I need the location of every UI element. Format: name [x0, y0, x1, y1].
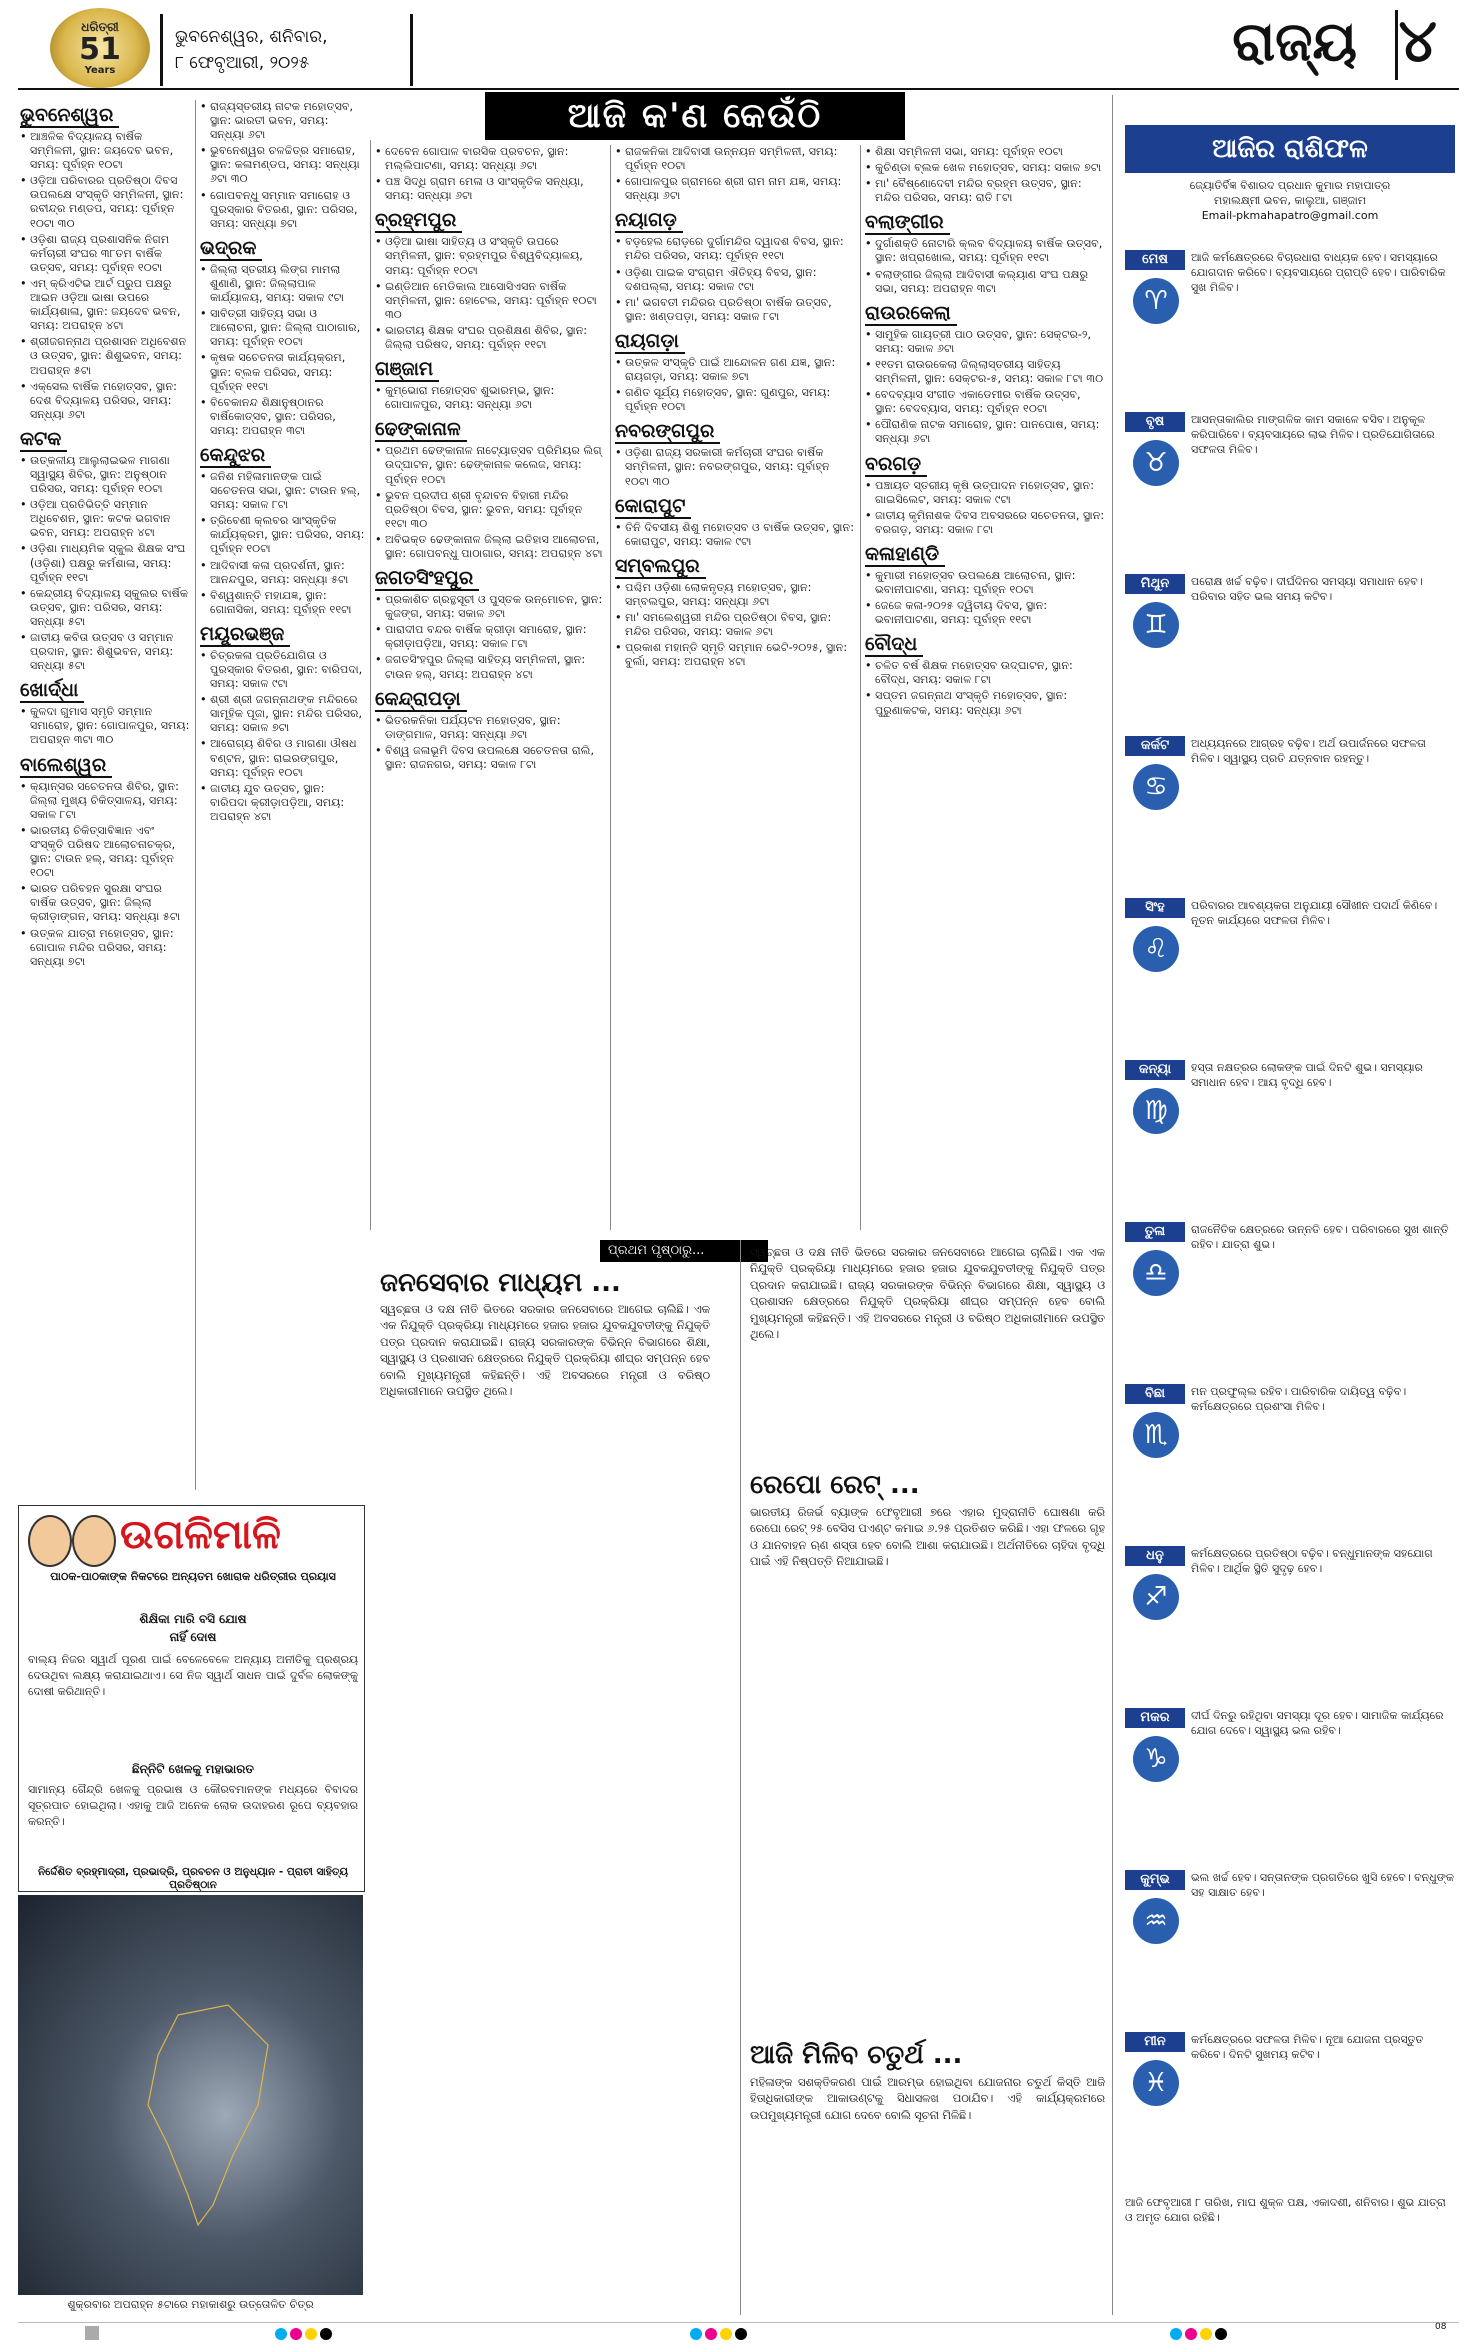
article2-headline: ରେପୋ ରେଟ୍ ... — [750, 1470, 920, 1500]
event-item: • ବେଦବ୍ୟାସ ସଂଗୀତ ଏକାଡେମୀର ବାର୍ଷିକ ଉତ୍ସବ, ସ୍ଥାନ: ବେଦବ୍ୟାସ, ସମୟ: ପୂର୍ବାହ୍ନ ୧୦ଟା — [865, 388, 1105, 416]
astrologer-name: ଜ୍ୟୋତିର୍ବିଜ୍ଞ ବିଶାରଦ ପ୍ରଧାନ କୁମାର ମହାପାତ୍ର — [1189, 179, 1391, 192]
yellow-dot-icon — [1200, 2328, 1212, 2340]
rashi-text: କର୍ମକ୍ଷେତ୍ରରେ ପ୍ରତିଷ୍ଠା ବଢ଼ିବ। ବନ୍ଧୁମାନଙ୍କ ସହଯୋଗ ମିଳିବ। ଆର୍ଥିକ ସ୍ଥିତି ସୁଦୃଢ଼ ହେବ। — [1191, 1547, 1433, 1575]
event-item: • ଉତ୍କଳୀୟ ଆଲୁଲାଇଭଳ ମାଗଣା ସ୍ୱାସ୍ଥ୍ୟ ଶିବିର, ସ୍ଥାନ: ଅନୁଷ୍ଠାନ ପରିସର, ସମୟ: ପୂର୍ବାହ୍ନ ୧୦ଟା — [20, 454, 190, 496]
event-item: • ପୌରାଣିକ ନାଟକ ସମାରୋହ, ସ୍ଥାନ: ପାନପୋଷ, ସମୟ: ସନ୍ଧ୍ୟା ୬ଟା — [865, 418, 1105, 446]
column-rule — [195, 100, 196, 1490]
rashi-name: ମୀନ — [1125, 2032, 1185, 2052]
event-item: • ଭାରତ ପରିବହନ ସୁରକ୍ଷା ସଂଘର ବାର୍ଷିକ ଉତ୍ସବ, ସ୍ଥାନ: ଜିଲ୍ଲା କ୍ରୀଡ଼ାଙ୍ଗନ, ସମୟ: ସନ୍ଧ୍ୟା ୫ଟା — [20, 882, 190, 924]
event-item: • ଉତ୍କଳ ଯାତ୍ରା ମହୋତ୍ସବ, ସ୍ଥାନ: ଗୋପାଳ ମନ୍ଦିର ପରିସର, ସମୟ: ସନ୍ଧ୍ୟା ୭ଟା — [20, 927, 190, 969]
district-heading: ଜଗତସିଂହପୁର — [375, 567, 479, 591]
event-item: • ବଲାଙ୍ଗୀର ଜିଲ୍ଲା ଆଦିବାସୀ କଲ୍ୟାଣ ସଂଘ ପକ୍ଷରୁ ସଭା, ସମୟ: ଅପରାହ୍ନ ୩ଟା — [865, 268, 1105, 296]
rashi-item — [1125, 1706, 1455, 1846]
magenta-dot-icon — [290, 2328, 302, 2340]
event-item: • ଚଳିତ ବର୍ଷ ଶିକ୍ଷକ ମହୋତ୍ସବ ଉଦ୍‌ଘାଟନ, ସ୍ଥାନ: ବୌଦ୍ଧ, ସମୟ: ସକାଳ ୮ଟା — [865, 659, 1105, 687]
logo-number: 51 — [79, 32, 121, 67]
event-item: • ଗୋପବନ୍ଧୁ ସମ୍ମାନ ସମାରୋହ ଓ ପୁରସ୍କାର ବିତରଣ, ସ୍ଥାନ: ପରିସର, ସମୟ: ସନ୍ଧ୍ୟା ୭ଟା — [200, 189, 365, 231]
event-item: • କେନ୍ଦ୍ରୀୟ ବିଦ୍ୟାଳୟ ସ୍କୁଲର ବାର୍ଷିକ ଉତ୍ସବ, ସ୍ଥାନ: ପରିସର, ସମୟ: ସନ୍ଧ୍ୟା ୫ଟା — [20, 587, 190, 629]
event-item: • ଏମ୍ କ୍ରିଏଟିଭ ଆର୍ଟ ପ୍ରୁପ ପକ୍ଷରୁ ଆଇନ ଓଡ଼ିଆ ଭାଷା ଉପରେ କାର୍ଯ୍ୟଶାଳା, ସ୍ଥାନ: ଜୟଦେବ ଭବନ, ସମୟ: ଅପରାହ୍ନ ୪ଟା — [20, 277, 190, 333]
masthead-rule — [18, 88, 1459, 90]
continued-from-front-label: ପ୍ରଥମ ପୃଷ୍ଠାରୁ... — [600, 1240, 768, 1262]
district-heading: ବୌଦ୍ଧ — [865, 633, 923, 657]
event-item: • ପ୍ରକାଶ ମହାନ୍ତି ସ୍ମୃତି ସମ୍ମାନ ଭେଟି-୨୦୨୫, ସ୍ଥାନ: ବୁର୍ଲା, ସମୟ: ଅପରାହ୍ନ ୪ଟା — [615, 641, 855, 669]
event-item: • ପଶ୍ଚିମ ଓଡ଼ିଶା ଲୋକନୃତ୍ୟ ମହୋତ୍ସବ, ସ୍ଥାନ: ସମ୍ବଲପୁର, ସମୟ: ସନ୍ଧ୍ୟା ୬ଟା — [615, 581, 855, 609]
rashiphala-title: ଆଜିର ରାଶିଫଳ — [1125, 125, 1455, 173]
event-item: • ଆରୋଗ୍ୟ ଶିବିର ଓ ମାଗଣା ଔଷଧ ବଣ୍ଟନ, ସ୍ଥାନ: ରାଇରଙ୍ଗପୁର, ସମୟ: ପୂର୍ବାହ୍ନ ୧୦ଟା — [200, 737, 365, 779]
event-item: • ଦେବେନ ଗୋପାଳ ବାରସିକ ପ୍ରବଚନ, ସ୍ଥାନ: ମଲ୍ଲିପାଟଣା, ସମୟ: ସନ୍ଧ୍ୟା ୬ଟା — [375, 145, 605, 173]
zodiac-icon: ♒ — [1133, 1898, 1179, 1944]
event-item: • ଏକ୍ସେଲ ବାର୍ଷିକ ମହୋତ୍ସବ, ସ୍ଥାନ: ଦେଶ ବିଦ୍ୟାଳୟ ପରିସର, ସମୟ: ସନ୍ଧ୍ୟା ୬ଟା — [20, 380, 190, 422]
event-item: • ଭୁବନେଶ୍ୱର ଚଳଚ୍ଚିତ୍ର ସମାରୋହ, ସ୍ଥାନ: କଳାମଣ୍ଡପ, ସମୟ: ସନ୍ଧ୍ୟା ୬ଟା ୩୦ — [200, 144, 365, 186]
event-item: • ଗୋପାଳପୁର ଗ୍ରାମରେ ଶ୍ରୀ ରାମ ନାମ ଯଜ୍ଞ, ସମୟ: ସନ୍ଧ୍ୟା ୬ଟା — [615, 175, 855, 203]
event-item: • ଭିତରକନିକା ପର୍ଯ୍ୟଟନ ମହୋତ୍ସବ, ସ୍ଥାନ: ଡାଙ୍ଗମାଳ, ସମୟ: ସନ୍ଧ୍ୟା ୬ଟା — [375, 714, 605, 742]
district-heading: କେନ୍ଦ୍ରାପଡ଼ା — [375, 688, 467, 712]
event-item: • ଓଡ଼ିଶା ପାଇକ ସଂଗ୍ରାମ ଐତିହ୍ୟ ବିବସ, ସ୍ଥାନ: ଦଶପଲ୍ଲା, ସମୟ: ସକାଳ ୯ଟା — [615, 266, 855, 294]
rashi-text: ମନ ପ୍ରଫୁଲ୍ଲ ରହିବ। ପାରିବାରିକ ଦାୟିତ୍ୱ ବଢ଼ିବ। କର୍ମକ୍ଷେତ୍ରରେ ପ୍ରଶଂସା ମିଳିବ। — [1191, 1385, 1407, 1413]
event-item: • ଜିଲ୍ଲା ସ୍ତରୀୟ ଲିଙ୍ଗ ମାମଲା ଶୁଣାଣି, ସ୍ଥାନ: ଜିଲ୍ଲାପାଳ କାର୍ଯ୍ୟାଳୟ, ସମୟ: ସକାଳ ୯ଟା — [200, 263, 365, 305]
district-heading: କେନ୍ଦୁଝର — [200, 444, 271, 468]
district-heading: ବରଗଡ଼ — [865, 453, 927, 477]
event-item: • ଓଡ଼ିଆ ଭାଷା ସାହିତ୍ୟ ଓ ସଂସ୍କୃତି ଉପରେ ସମ୍ମିଳନୀ, ସ୍ଥାନ: ବ୍ରହ୍ମପୁର ବିଶ୍ୱବିଦ୍ୟାଳୟ, ସମୟ: ପୂର୍ବାହ୍ନ ୧୦ଟା — [375, 235, 605, 277]
grey-swatch-icon — [85, 2326, 99, 2340]
rashi-item — [1125, 1220, 1455, 1360]
event-item: • ଜନିଶ ମହିଳାମାନଙ୍କ ପାଇଁ ସଚେତନତା ସଭା, ସ୍ଥାନ: ଟାଉନ ହଲ୍, ସମୟ: ସକାଳ ୮ଟା — [200, 470, 365, 512]
event-item: • ବିଶ୍ୱ ଜଳାଭୂମି ଦିବସ ଉପଲକ୍ଷେ ସଚେତନତା ରାଲି, ସ୍ଥାନ: ରାଜନଗର, ସମୟ: ସକାଳ ୮ଟା — [375, 744, 605, 772]
event-item: • ଆଦିବାସୀ କଳା ପ୍ରଦର୍ଶନୀ, ସ୍ଥାନ: ଆନନ୍ଦପୁର, ସମୟ: ସନ୍ଧ୍ୟା ୫ଟା — [200, 559, 365, 587]
event-item: • କୃଷକ ସଚେତନତା କାର୍ଯ୍ୟକ୍ରମ, ସ୍ଥାନ: ବ୍ଲକ ପରିସର, ସମୟ: ପୂର୍ବାହ୍ନ ୧୧ଟା — [200, 351, 365, 393]
event-item: • ଚିତ୍ରକଳା ପ୍ରତିଯୋଗିତା ଓ ପୁରସ୍କାର ବିତରଣ, ସ୍ଥାନ: ବାରିପଦା, ସମୟ: ସକାଳ ୯ଟା — [200, 649, 365, 691]
district-heading: ଗଞ୍ଜାମ — [375, 358, 439, 382]
masthead-logo — [50, 8, 150, 88]
event-item: • ତିନି ଦିବସୀୟ ଶିଶୁ ମହୋତ୍ସବ ଓ ବାର୍ଷିକ ଉତ୍ସବ, ସ୍ଥାନ: କୋରାପୁଟ, ସମୟ: ସକାଳ ୯ଟା — [615, 521, 855, 549]
rashi-item — [1125, 1868, 1455, 2008]
event-item: • ସାମୁହିକ ଗାୟତ୍ରୀ ପାଠ ଉତ୍ସବ, ସ୍ଥାନ: ସେକ୍ଟର-୨, ସମୟ: ସକାଳ ୬ଟା — [865, 328, 1105, 356]
cartoon-face-right-icon — [72, 1515, 116, 1567]
satellite-caption: ଶୁକ୍ରବାର ଅପରାହ୍ନ ୫ଟାରେ ମହାକାଶରୁ ଉତ୍ତୋଳିତ ଚିତ୍ର — [67, 2298, 314, 2311]
footer-rule — [18, 2322, 1459, 2323]
event-item: • ଭାରତୀୟ ଶିକ୍ଷକ ସଂଘର ପ୍ରଶିକ୍ଷଣ ଶିବିର, ସ୍ଥାନ: ଜିଲ୍ଲା ପରିଷଦ, ସମୟ: ପୂର୍ବାହ୍ନ ୧୧ଟା — [375, 324, 605, 352]
rashi-text: ପରୋକ୍ଷ ଖର୍ଚ୍ଚ ବଢ଼ିବ। ଦୀର୍ଘଦିନର ସମସ୍ୟା ସମାଧାନ ହେବ। ପରିବାର ସହିତ ଭଲ ସମୟ କଟିବ। — [1191, 575, 1423, 603]
article1-headline: ଜନସେବାର ମାଧ୍ୟମ ... — [380, 1268, 621, 1298]
footer-registration-marks — [85, 2325, 99, 2344]
event-item: • ଦୁର୍ଗାଶକ୍ତି ନୋଟାରି କ୍ଲବ ବିଦ୍ୟାଳୟ ବାର୍ଷିକ ଉତ୍ସବ, ସ୍ଥାନ: ଖପ୍ରାଖୋଲ, ସମୟ: ପୂର୍ବାହ୍ନ ୧୧ଟା — [865, 237, 1105, 265]
rashi-item — [1125, 248, 1455, 388]
rashi-text: କର୍ମକ୍ଷେତ୍ରରେ ସଫଳତା ମିଳିବ। ନୂଆ ଯୋଜନା ପ୍ରସ୍ତୁତ କରିବେ। ଦିନଟି ସୁଖମୟ କଟିବ। — [1191, 2033, 1424, 2061]
district-heading: ଭଦ୍ରକ — [200, 237, 262, 261]
cartoon-body1: ବାଲ୍ୟ ନିଜର ସ୍ୱାର୍ଥ ପୂରଣ ପାଇଁ ବେଳେବେଳେ ଅନ୍ୟାୟ ଅନୀତିକୁ ପ୍ରଶ୍ରୟ ଦେଉଥିବା ଲକ୍ଷ୍ୟ କରାଯାଇଥାଏ। ସେ ନିଜ ସ୍ୱାର୍ଥ ସାଧନ ପାଇଁ ଦୁର୍ବଳ ଲୋକଙ୍କୁ ଦୋଷୀ କରିଥାନ୍ତି। — [28, 1653, 358, 1698]
cartoon-body2: ସାମାନ୍ୟ ଗୈନ୍ଦ୍ରି ଖେଳକୁ ପ୍ରଭାଷ ଓ କୌରବମାନଙ୍କ ମଧ୍ୟରେ ବିବାଦର ସୂତ୍ରପାତ ହୋଇଥିଲା। ଏହାକୁ ଆଜି ଅନେକ ଲୋକ ଉଦାହରଣ ରୂପେ ବ୍ୟବହାର କରନ୍ତି। — [28, 1783, 358, 1828]
events-banner: ଆଜି କ'ଣ କେଉଁଠି — [485, 92, 905, 140]
rashi-text: ଭଲ ଖର୍ଚ୍ଚ ହେବ। ସନ୍ତାନଙ୍କ ପ୍ରଗତିରେ ଖୁସି ହେବେ। ବନ୍ଧୁଙ୍କ ସହ ସାକ୍ଷାତ ହେବ। — [1191, 1871, 1454, 1899]
zodiac-icon: ♈ — [1133, 278, 1179, 324]
district-heading: ନୟାଗଡ଼ — [615, 209, 683, 233]
rashi-text: ରାଜନୈତିକ କ୍ଷେତ୍ରରେ ଉନ୍ନତି ହେବ। ପରିବାରରେ ସୁଖ ଶାନ୍ତି ରହିବ। ଯାତ୍ରା ଶୁଭ। — [1191, 1223, 1449, 1251]
event-item: • ମା' ଭଗବତୀ ମନ୍ଦିରର ପ୍ରତିଷ୍ଠା ବାର୍ଷିକ ଉତ୍ସବ, ସ୍ଥାନ: ଖଣ୍ଡପଡ଼ା, ସମୟ: ସକାଳ ୮ଟା — [615, 296, 855, 324]
event-item: • ଜଗତସିଂହପୁର ଜିଲ୍ଲା ସାହିତ୍ୟ ସମ୍ମିଳନୀ, ସ୍ଥାନ: ଟାଉନ ହଲ୍, ସମୟ: ଅପରାହ୍ନ ୪ଟା — [375, 653, 605, 681]
event-item: • ଓଡ଼ିଶା ରାଜ୍ୟ ପ୍ରଶାସନିକ ନିଗମ କର୍ମଚାରୀ ସଂଘର ୩୮ତମ ବାର୍ଷିକ ଉତ୍ସବ, ସମୟ: ପୂର୍ବାହ୍ନ ୧୦ଟା — [20, 233, 190, 275]
district-heading: କୋରାପୁଟ — [615, 495, 691, 519]
rashi-name: କୁମ୍ଭ — [1125, 1870, 1185, 1890]
cartoon-heading3: ଛିନ୍ନିଟି ଖେଳକୁ ମହାଭାରତ — [132, 1762, 254, 1776]
district-heading: ବାଲେଶ୍ୱର — [20, 754, 112, 778]
dateline-place: ଭୁବନେଶ୍ୱର, ଶନିବାର, — [175, 27, 328, 47]
district-heading: କଳାହାଣ୍ଡି — [865, 543, 945, 567]
event-item: • ଓଡ଼ିଶା ରାଜ୍ୟ ସରକାରୀ କର୍ମଚାରୀ ସଂଘର ବାର୍ଷିକ ସମ୍ମିଳନୀ, ସ୍ଥାନ: ନବରଙ୍ଗପୁର, ସମୟ: ପୂର୍ବାହ୍ନ ୧୦ଟା ୩୦ — [615, 446, 855, 488]
rashi-item — [1125, 1544, 1455, 1684]
footer-color-bar-3 — [1170, 2325, 1230, 2344]
logo-years: Years — [84, 65, 116, 76]
rashi-text: ଅଧ୍ୟୟନରେ ଆଗ୍ରହ ବଢ଼ିବ। ଅର୍ଥ ଉପାର୍ଜନରେ ସଫଳତା ମିଳିବ। ସ୍ୱାସ୍ଥ୍ୟ ପ୍ରତି ଯତ୍ନବାନ ରହନ୍ତୁ। — [1191, 737, 1426, 765]
column-rule — [860, 145, 861, 1230]
article1-body: ସ୍ୱଚ୍ଛତା ଓ ଦକ୍ଷ ନୀତି ଭିତରେ ସରକାର ଜନସେବାରେ ଆଗେଇ ଚାଲିଛି। ଏକ ଏକ ନିଯୁକ୍ତି ପ୍ରକ୍ରିୟା ମାଧ୍ୟମରେ ହଜାର ହଜାର ଯୁବକଯୁବତୀଙ୍କୁ ନିଯୁକ୍ତି ପତ୍ର ପ୍ରଦାନ କରାଯାଇଛି। ରାଜ୍ୟ ସରକାରଙ୍କ ବିଭିନ୍ନ ବିଭାଗରେ ଶିକ୍ଷା, ସ୍ୱାସ୍ଥ୍ୟ ଓ ପ୍ରଶାସନ କ୍ଷେତ୍ରରେ ନିଯୁକ୍ତି ପ୍ରକ୍ରିୟା ଶୀଘ୍ର ସମ୍ପନ୍ନ ହେବ ବୋଲି ମୁଖ୍ୟମନ୍ତ୍ରୀ କହିଛନ୍ତି। ଏହି ଅବସରରେ ମନ୍ତ୍ରୀ ଓ ବରିଷ୍ଠ ଅଧିକାରୀମାନେ ଉପସ୍ଥିତ ଥିଲେ। — [380, 1303, 710, 1399]
magenta-dot-icon — [1185, 2328, 1197, 2340]
article2-body: ଭାରତୀୟ ରିଜର୍ଭ ବ୍ୟାଙ୍କ ଫେବୃଆରୀ ୭ରେ ଏହାର ମୁଦ୍ରାନୀତି ଘୋଷଣା କରି ରେପୋ ରେଟ୍ ୨୫ ବେସିସ ପଏଣ୍ଟ କମାଇ ୬.୨୫ ପ୍ରତିଶତ କରିଛି। ଏହା ଫଳରେ ଗୃହ ଓ ଯାନବାହନ ଋଣ ଶସ୍ତା ହେବ ବୋଲି ଆଶା କରାଯାଉଛି। ଅର୍ଥନୀତିରେ ଚାହିଦା ବୃଦ୍ଧି ପାଇଁ ଏହି ନିଷ୍ପତ୍ତି ନିଆଯାଇଛି। — [750, 1506, 1105, 1569]
event-item: • ବିଶ୍ୱଶାନ୍ତି ମହାଯଜ୍ଞ, ସ୍ଥାନ: ଗୋନାସିକା, ସମୟ: ପୂର୍ବାହ୍ନ ୧୧ଟା — [200, 589, 365, 617]
rashi-item — [1125, 410, 1455, 550]
black-dot-icon — [1215, 2328, 1227, 2340]
cyan-dot-icon — [275, 2328, 287, 2340]
cartoon-title: ଉଗଳିମାଳି — [120, 1512, 281, 1558]
india-outline-icon — [148, 2005, 268, 2225]
events-column-1 — [20, 100, 190, 1490]
event-item: • ଅବିଭକ୍ତ ଢେଙ୍କାନାଳ ଜିଲ୍ଲା ଇତିହାସ ଆଲୋଚନା, ସ୍ଥାନ: ଗୋପବନ୍ଧୁ ପାଠାଗାର, ସମୟ: ଅପରାହ୍ନ ୪ଟା — [375, 533, 605, 561]
black-dot-icon — [320, 2328, 332, 2340]
zodiac-icon: ♑ — [1133, 1736, 1179, 1782]
events-column-3 — [375, 145, 605, 1230]
event-item: • ପ୍ରଥମ ଢେଙ୍କାନାଳ ନାଟ୍ୟୋତ୍ସବ ପ୍ରିମିୟର ଲିଗ୍ ଉଦ୍‌ଘାଟନ, ସ୍ଥାନ: ଢେଙ୍କାନାଳ କଲେଜ, ସମୟ: ପୂର୍ବାହ୍ନ ୧୦ଟା — [375, 444, 605, 486]
cartoon-face-left-icon — [28, 1515, 72, 1567]
cartoon-credit: ନିର୍ଦ୍ଦେଶିତ ବ୍ରହ୍ମାଦ୍ରୀ, ପ୍ରଭାଦ୍ରି, ପ୍ରବଚନ ଓ ଅନୁଧ୍ୟାନ - ପ୍ରାଚୀ ସାହିତ୍ୟ ପ୍ରତିଷ୍ଠାନ — [37, 1866, 349, 1891]
logo-name: ଧରିତ୍ରୀ — [81, 20, 119, 34]
event-item: • ଇଣ୍ଡିଆନ ମେଡିକାଲ ଆସୋସିଏସନ ବାର୍ଷିକ ସମ୍ମିଳନୀ, ସ୍ଥାନ: ହୋଟେଲ, ସମୟ: ପୂର୍ବାହ୍ନ ୧୦ଟା ୩୦ — [375, 280, 605, 322]
astrologer-info — [1125, 178, 1455, 223]
event-item: • ୧୧ତମ ରାଉରକେଲା ଜିଲ୍ଲାସ୍ତରୀୟ ସାହିତ୍ୟ ସମ୍ମିଳନୀ, ସ୍ଥାନ: ସେକ୍ଟର-୫, ସମୟ: ସକାଳ ୮ଟା ୩୦ — [865, 358, 1105, 386]
event-item: • ଭୁବନ ପ୍ରଦୀପ ଶ୍ରୀ ବୃନ୍ଦାବନ ବିହାରୀ ମନ୍ଦିର ପ୍ରତିଷ୍ଠା ବିବସ, ସ୍ଥାନ: ଭୁବନ, ସମୟ: ପୂର୍ବାହ୍ନ ୧୧ଟା ୩୦ — [375, 489, 605, 531]
rashi-item — [1125, 1382, 1455, 1522]
section-title: ରାଜ୍ୟ — [1232, 10, 1357, 73]
yellow-dot-icon — [720, 2328, 732, 2340]
event-item: • ପଞ୍ଚାୟତ ସ୍ତରୀୟ କୃଷି ଉତ୍ପାଦନ ମହୋତ୍ସବ, ସ୍ଥାନ: ଗାଇସିଲେଟ, ସମୟ: ସକାଳ ୯ଟା — [865, 479, 1105, 507]
rashi-name: ଧନୁ — [1125, 1546, 1185, 1566]
event-item: • ପାରାଦୀପ ବନ୍ଦର ବାର୍ଷିକ କ୍ରୀଡ଼ା ସମାରୋହ, ସ୍ଥାନ: କ୍ରୀଡ଼ାପଡ଼ିଆ, ସମୟ: ସକାଳ ୮ଟା — [375, 623, 605, 651]
events-column-4 — [615, 145, 855, 1230]
event-item: • କୁମ୍ଭୋରା ମହୋତ୍ସବ ଶୁଭାରମ୍ଭ, ସ୍ଥାନ: ଗୋପାଳପୁର, ସମୟ: ସନ୍ଧ୍ୟା ୬ଟା — [375, 384, 605, 412]
events-column-2 — [200, 100, 365, 1490]
cyan-dot-icon — [1170, 2328, 1182, 2340]
rashi-name: ବୃଷ — [1125, 412, 1185, 432]
column-rule — [740, 1240, 741, 2315]
panjika-text: ଆଜି ଫେବୃଆରୀ ୮ ତାରିଖ, ମାଘ ଶୁକ୍ଳ ପକ୍ଷ, ଏକାଦଶୀ, ଶନିବାର। ଶୁଭ ଯାତ୍ରା ଓ ଅମୃତ ଯୋଗ ରହିଛି। — [1125, 2196, 1446, 2224]
zodiac-icon: ♌ — [1133, 926, 1179, 972]
rashi-name: ମକର — [1125, 1708, 1185, 1728]
article1-continued: ସ୍ୱଚ୍ଛତା ଓ ଦକ୍ଷ ନୀତି ଭିତରେ ସରକାର ଜନସେବାରେ ଆଗେଇ ଚାଲିଛି। ଏକ ଏକ ନିଯୁକ୍ତି ପ୍ରକ୍ରିୟା ମାଧ୍ୟମରେ ହଜାର ହଜାର ଯୁବକଯୁବତୀଙ୍କୁ ନିଯୁକ୍ତି ପତ୍ର ପ୍ରଦାନ କରାଯାଇଛି। ରାଜ୍ୟ ସରକାରଙ୍କ ବିଭିନ୍ନ ବିଭାଗରେ ଶିକ୍ଷା, ସ୍ୱାସ୍ଥ୍ୟ ଓ ପ୍ରଶାସନ କ୍ଷେତ୍ରରେ ନିଯୁକ୍ତି ପ୍ରକ୍ରିୟା ଶୀଘ୍ର ସମ୍ପନ୍ନ ହେବ ବୋଲି ମୁଖ୍ୟମନ୍ତ୍ରୀ କହିଛନ୍ତି। ଏହି ଅବସରରେ ମନ୍ତ୍ରୀ ଓ ବରିଷ୍ଠ ଅଧିକାରୀମାନେ ଉପସ୍ଥିତ ଥିଲେ। — [750, 1246, 1105, 1342]
rashi-name: ମିଥୁନ — [1125, 574, 1185, 594]
zodiac-icon: ♐ — [1133, 1574, 1179, 1620]
rashi-text: ପରିବାରର ଆବଶ୍ୟକତା ଅନୁଯାୟୀ ସୌଖୀନ ପଦାର୍ଥ କିଣିବେ। ନୂତନ କାର୍ଯ୍ୟରେ ସଫଳତା ମିଳିବ। — [1191, 899, 1438, 927]
district-heading: ମୟୂରଭଞ୍ଜ — [200, 623, 290, 647]
column-rule — [610, 145, 611, 1230]
dateline-date: ୮ ଫେବୃଆରୀ, ୨୦୨୫ — [175, 53, 310, 73]
rashi-item — [1125, 734, 1455, 874]
cyan-dot-icon — [690, 2328, 702, 2340]
rashi-item — [1125, 572, 1455, 712]
event-item: • ରାଜ୍ୟସ୍ତରୀୟ ନାଟକ ମହୋତ୍ସବ, ସ୍ଥାନ: ଭାରତୀ ଭବନ, ସମୟ: ସନ୍ଧ୍ୟା ୬ଟା — [200, 100, 365, 142]
rashi-name: କନ୍ୟା — [1125, 1060, 1185, 1080]
rashi-text: ଆଜି କର୍ମକ୍ଷେତ୍ରରେ ବିଚାରଧାରା ବାଧ୍ୟକ ହେବ। ସମସ୍ୟାରେ ଯୋଗଦାନ କରିବେ। ବ୍ୟବସାୟରେ ପ୍ରାପ୍ତି ହେବ। ପାରିବାରିକ ସୁଖ ମିଳିବ। — [1191, 251, 1446, 294]
masthead-divider — [160, 14, 163, 86]
event-item: • କୁଳଦା ଗୁମାସ ସ୍ମୃତି ସମ୍ମାନ ସମାରୋହ, ସ୍ଥାନ: ଗୋପାଳପୁର, ସମୟ: ଅପରାହ୍ନ ୩ଟା ୩୦ — [20, 705, 190, 747]
rashi-item — [1125, 2030, 1455, 2170]
district-heading: ବଲାଙ୍ଗୀର — [865, 211, 950, 235]
rashi-name: କର୍କଟ — [1125, 736, 1185, 756]
district-heading: ରାୟଗଡ଼ା — [615, 330, 685, 354]
event-item: • ଆଞ୍ଚଳିକ ବିଦ୍ୟାଳୟ ବାର୍ଷିକ ସମ୍ମିଳନୀ, ସ୍ଥାନ: ଜୟଦେବ ଭବନ, ସମୟ: ପୂର୍ବାହ୍ନ ୧୦ଟା — [20, 130, 190, 172]
magenta-dot-icon — [705, 2328, 717, 2340]
zodiac-icon: ♉ — [1133, 440, 1179, 486]
event-item: • ପ୍ରକାଶିତ ଗ୍ରନ୍ଥସୂଚୀ ଓ ପୁସ୍ତକ ଉନ୍ମୋଚନ, ସ୍ଥାନ: କୁଜଙ୍ଗ, ସମୟ: ସକାଳ ୬ଟା — [375, 593, 605, 621]
rashi-text: ଦୀର୍ଘ ଦିନରୁ ରହିଥିବା ସମସ୍ୟା ଦୂର ହେବ। ସାମାଜିକ କାର୍ଯ୍ୟରେ ଯୋଗ ଦେବେ। ସ୍ୱାସ୍ଥ୍ୟ ଭଲ ରହିବ। — [1191, 1709, 1444, 1737]
event-item: • କ୍ୟାନ୍ସର ସଚେତନତା ଶିବିର, ସ୍ଥାନ: ଜିଲ୍ଲା ମୁଖ୍ୟ ଚିକିତ୍ସାଳୟ, ସମୟ: ସକାଳ ୮ଟା — [20, 780, 190, 822]
footer-color-bar-2 — [690, 2325, 750, 2344]
event-item: • ଜାତୀୟ କବିତା ଉତ୍ସବ ଓ ସମ୍ମାନ ପ୍ରଦାନ, ସ୍ଥାନ: ଶିଶୁଭବନ, ସମୟ: ସନ୍ଧ୍ୟା ୫ଟା — [20, 631, 190, 673]
dateline — [175, 24, 405, 76]
page-code: 08 — [1435, 2322, 1447, 2332]
black-dot-icon — [735, 2328, 747, 2340]
rashi-name: ବିଛା — [1125, 1384, 1185, 1404]
event-item: • ମା' ସମଲେଶ୍ୱରୀ ମନ୍ଦିର ପ୍ରତିଷ୍ଠା ବିବସ, ସ୍ଥାନ: ମନ୍ଦିର ପରିସର, ସମୟ: ସକାଳ ୬ଟା — [615, 611, 855, 639]
event-item: • କୁମାରୀ ମହୋତ୍ସବ ଉପଲକ୍ଷେ ଆଲୋଚନା, ସ୍ଥାନ: ଭବାନୀପାଟଣା, ସମୟ: ପୂର୍ବାହ୍ନ ୧୦ଟା — [865, 569, 1105, 597]
event-item: • ଉତ୍କଳ ସଂସ୍କୃତି ପାଇଁ ଆନ୍ଦୋଳନ ଗଣ ଯଜ୍ଞ, ସ୍ଥାନ: ରାୟଗଡ଼ା, ସମୟ: ସକାଳ ୭ଟା — [615, 356, 855, 384]
district-heading: ବ୍ରହ୍ମପୁର — [375, 209, 462, 233]
rashi-name: ତୁଳା — [1125, 1222, 1185, 1242]
event-item: • ଜାତୀୟ କୃମିନାଶକ ଦିବସ ଅବସରରେ ସଚେତନତା, ସ୍ଥାନ: ବରଗଡ଼, ସମୟ: ସକାଳ ୮ଟା — [865, 509, 1105, 537]
zodiac-icon: ♍ — [1133, 1088, 1179, 1134]
page-number: ୪ — [1398, 6, 1437, 76]
events-column-5 — [865, 145, 1105, 1230]
event-item: • ବିବେକାନନ୍ଦ ଶିକ୍ଷାନୁଷ୍ଠାନର ବାର୍ଷିକୋତ୍ସବ, ସ୍ଥାନ: ପରିସର, ସମୟ: ଅପରାହ୍ନ ୩ଟା — [200, 396, 365, 438]
footer-color-bar-1 — [275, 2325, 335, 2344]
zodiac-icon: ♏ — [1133, 1412, 1179, 1458]
cartoon-heading2: ନାହିଁ ଦୋଷ — [169, 1630, 217, 1644]
zodiac-icon: ♋ — [1133, 764, 1179, 810]
district-heading: ନବରଙ୍ଗପୁର — [615, 420, 720, 444]
district-heading: ଢେଙ୍କାନାଳ — [375, 418, 467, 442]
astrologer-email: Email-pkmahapatro@gmail.com — [1201, 209, 1379, 222]
district-heading: ଖୋର୍ଦ୍ଧା — [20, 679, 84, 703]
event-item: • ରାଜକନିକା ଆଦିବାସୀ ଉନ୍ନୟନ ସମ୍ମିଳନୀ, ସମୟ: ପୂର୍ବାହ୍ନ ୧୦ଟା — [615, 145, 855, 173]
event-item: • ବଡ଼ହେଲ ରୋଡ଼ରେ ଦୁର୍ଗାମନ୍ଦିର ଦ୍ୱାଦଶ ବିବସ, ସ୍ଥାନ: ମନ୍ଦିର ପରିସର, ସମୟ: ପୂର୍ବାହ୍ନ ୧୧ଟା — [615, 235, 855, 263]
column-rule — [1112, 95, 1113, 2315]
masthead-divider-right — [410, 14, 413, 86]
zodiac-icon: ♊ — [1133, 602, 1179, 648]
event-item: • ପଞ୍ଚ ସିଦ୍ଧି ଗ୍ରାମ ମେଳା ଓ ସାଂସ୍କୃତିକ ସନ୍ଧ୍ୟା, ସମୟ: ସନ୍ଧ୍ୟା ୬ଟା — [375, 175, 605, 203]
rashi-name: ମେଷ — [1125, 250, 1185, 270]
district-heading: ସମ୍ବଲପୁର — [615, 555, 706, 579]
event-item: • ଜାତୀୟ ଯୁବ ଉତ୍ସବ, ସ୍ଥାନ: ବାରିପଦା କ୍ରୀଡ଼ାପଡ଼ିଆ, ସମୟ: ଅପରାହ୍ନ ୪ଟା — [200, 782, 365, 824]
satellite-map-outline — [18, 1895, 363, 2295]
event-item: • ଭାରତୀୟ ଚିକିତ୍ସାବିଜ୍ଞାନ ଏବଂ ସଂସ୍କୃତି ପରିଷଦ ଆଲୋଚନାଚକ୍ର, ସ୍ଥାନ: ଟାଉନ ହଲ୍, ସମୟ: ପୂର୍ବାହ୍ନ ୧୦ଟା — [20, 824, 190, 880]
rashi-item — [1125, 896, 1455, 1036]
event-item: • ଓଡ଼ିଆ ପରିବାରର ପ୍ରତିଷ୍ଠା ଦିବସ ଉପଲକ୍ଷେ ସଂସ୍କୃତି ସମ୍ମିଳନୀ, ସ୍ଥାନ: ରବୀନ୍ଦ୍ର ମଣ୍ଡପ, ସମୟ: ପୂର୍ବାହ୍ନ ୧୦ଟା ୩୦ — [20, 174, 190, 230]
cartoon-subtitle: ପାଠକ-ପାଠକାଙ୍କ ନିକଟରେ ଅନ୍ୟତମ ଖୋରାକ ଧରିତ୍ରୀର ପ୍ରୟାସ — [50, 1570, 336, 1583]
zodiac-icon: ♎ — [1133, 1250, 1179, 1296]
rashi-text: ଆସନ୍ତାକାଲିର ମାଙ୍ଗଳିକ କାମ ସକାଳେ ବସିବ। ଅନୁକୂଳ କରିପାରିବେ। ବ୍ୟବସାୟରେ ଲାଭ ମିଳିବ। ପ୍ରତିଯୋଗିତାରେ ସଫଳତା ମିଳିବ। — [1191, 413, 1435, 456]
event-item: • ମା' ବୈଷ୍ଣୋଦେବୀ ମନ୍ଦିର ବ୍ରହ୍ମ ଉତ୍ସବ, ସ୍ଥାନ: ମନ୍ଦିର ପରିସର, ସମୟ: ରାତି ୮ଟା — [865, 177, 1105, 205]
event-item: • ତ୍ରିବେଣୀ କ୍ଲବର ସାଂସ୍କୃତିକ କାର୍ଯ୍ୟକ୍ରମ, ସ୍ଥାନ: ପରିସର, ସମୟ: ପୂର୍ବାହ୍ନ ୧୦ଟା — [200, 514, 365, 556]
rashi-name: ସିଂହ — [1125, 898, 1185, 918]
event-item: • କୁଚିଣ୍ଡା ବ୍ଲକ ଖେଳ ମହୋତ୍ସବ, ସମୟ: ସକାଳ ୭ଟା — [865, 161, 1105, 175]
rashi-text: ହସ୍ତା ନକ୍ଷତ୍ରର ଲୋକଙ୍କ ପାଇଁ ଦିନଟି ଶୁଭ। ସମସ୍ୟାର ସମାଧାନ ହେବ। ଆୟ ବୃଦ୍ଧି ହେବ। — [1191, 1061, 1423, 1089]
event-item: • ଓଡ଼ିଶା ମାଧ୍ୟମିକ ସ୍କୁଲ ଶିକ୍ଷକ ସଂଘ (ଓଡ଼ିଶା) ପକ୍ଷରୁ କର୍ମଶାଳା, ସମୟ: ପୂର୍ବାହ୍ନ ୧୧ଟା — [20, 542, 190, 584]
article3-body: ମହିଳାଙ୍କ ସଶକ୍ତିକରଣ ପାଇଁ ଆରମ୍ଭ ହୋଇଥିବା ଯୋଜନାର ଚତୁର୍ଥ କିସ୍ତି ଆଜି ହିତାଧିକାରୀଙ୍କ ଆକାଉଣ୍ଟକୁ ସିଧାସଳଖ ପଠାଯିବ। ଏହି କାର୍ଯ୍ୟକ୍ରମରେ ଉପମୁଖ୍ୟମନ୍ତ୍ରୀ ଯୋଗ ଦେବେ ବୋଲି ସୂଚନା ମିଳିଛି। — [750, 2076, 1105, 2122]
rashi-item — [1125, 1058, 1455, 1198]
article3-headline: ଆଜି ମିଳିବ ଚତୁର୍ଥ ... — [750, 2040, 963, 2070]
event-item: • ଶ୍ରୀଜଗନ୍ନାଥ ପ୍ରଶାସନ ଅଧିବେଶନ ଓ ଉତ୍ସବ, ସ୍ଥାନ: ଶିଶୁଭବନ, ସମୟ: ଅପରାହ୍ନ ୫ଟା — [20, 335, 190, 377]
event-item: • ଶ୍ରୀ ଶ୍ରୀ ଜଗନ୍ନାଥଙ୍କ ମନ୍ଦିରରେ ସାମୂହିକ ପୂଜା, ସ୍ଥାନ: ମନ୍ଦିର ପରିସର, ସମୟ: ସକାଳ ୭ଟା — [200, 693, 365, 735]
event-item: • ଗଣିତ ସୂର୍ଯ୍ୟ ମହୋତ୍ସବ, ସ୍ଥାନ: ଗୁଣପୁର, ସମୟ: ପୂର୍ବାହ୍ନ ୧୦ଟା — [615, 386, 855, 414]
district-heading: କଟକ — [20, 428, 67, 452]
yellow-dot-icon — [305, 2328, 317, 2340]
district-heading: ଭୁବନେଶ୍ୱର — [20, 104, 119, 128]
astrologer-address: ମହାଲକ୍ଷ୍ମୀ ଭବନ, କାଲୁଆ, ଗଞ୍ଜାମ — [1214, 194, 1366, 207]
event-item: • ସାବିତ୍ରୀ ସାହିତ୍ୟ ସଭା ଓ ଆଲୋଚନା, ସ୍ଥାନ: ଜିଲ୍ଲା ପାଠାଗାର, ସମୟ: ପୂର୍ବାହ୍ନ ୧୦ଟା — [200, 307, 365, 349]
cartoon-heading1: ଶିକ୍ଷିକା ମାରି ବସି ଯୋଷ — [139, 1612, 247, 1626]
event-item: • ଜେଜେ କଳା-୨୦୨୫ ଦ୍ୱିତୀୟ ଦିବସ, ସ୍ଥାନ: ଭବାନୀପାଟଣା, ସମୟ: ପୂର୍ବାହ୍ନ ୧୧ଟା — [865, 599, 1105, 627]
event-item: • ଶିକ୍ଷା ସମ୍ମିଳନୀ ସଭା, ସମୟ: ପୂର୍ବାହ୍ନ ୧୦ଟା — [865, 145, 1105, 159]
event-item: • ଓଡ଼ିଆ ପ୍ରତିଭିତ୍ତି ସମ୍ମାନ ଅଧିବେଶନ, ସ୍ଥାନ: କଟକ ଭଗବାନ ଭବନ, ସମୟ: ଅପରାହ୍ନ ୪ଟା — [20, 498, 190, 540]
district-heading: ରାଉରକେଲା — [865, 302, 957, 326]
satellite-image — [18, 1895, 363, 2295]
zodiac-icon: ♓ — [1133, 2060, 1179, 2106]
column-rule — [370, 140, 371, 1230]
event-item: • ସପ୍ତମ ଜଗନ୍ନାଥ ସଂସ୍କୃତି ମହୋତ୍ସବ, ସ୍ଥାନ: ପୁରୁଣାକଟକ, ସମୟ: ସନ୍ଧ୍ୟା ୬ଟା — [865, 689, 1105, 717]
